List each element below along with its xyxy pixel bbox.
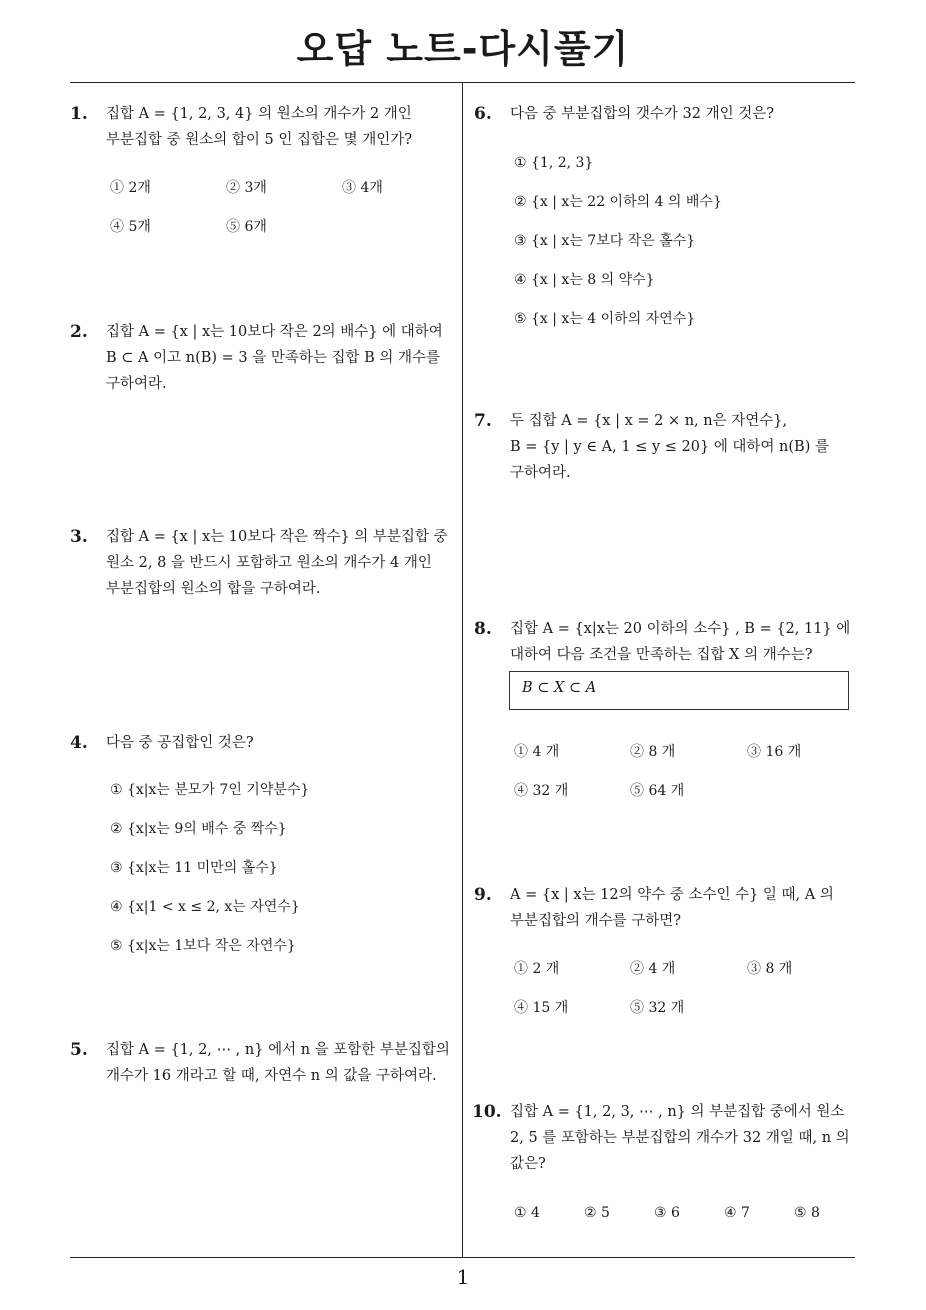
choice-3[interactable]: ③ {x|x는 11 미만의 홀수} <box>110 860 278 876</box>
question-text-line: 2, 5 를 포함하는 부분집합의 개수가 32 개일 때, n 의 <box>510 1130 850 1146</box>
choice-4[interactable]: ④ 15 개 <box>514 1000 569 1016</box>
question-number: 10. <box>472 1102 502 1122</box>
question-2 <box>70 319 456 397</box>
question-text-line: 구하여라. <box>510 465 571 481</box>
question-text-line: 집합 A = {x|x는 20 이하의 소수} , B = {2, 11} 에 <box>510 621 851 637</box>
choice-4[interactable]: ④ 7 <box>724 1205 750 1221</box>
question-8 <box>474 616 855 668</box>
question-number: 8. <box>474 619 492 639</box>
choice-5[interactable]: ⑤ {x|x는 1보다 작은 자연수} <box>110 938 296 954</box>
question-number: 9. <box>474 885 492 905</box>
question-text-line: 다음 중 공집합인 것은? <box>106 735 254 751</box>
choice-5[interactable]: ⑤ 8 <box>794 1205 820 1221</box>
choice-4[interactable]: ④ 5개 <box>110 219 151 235</box>
choice-3[interactable]: ③ {x | x는 7보다 작은 홀수} <box>514 233 696 249</box>
question-number: 5. <box>70 1040 88 1060</box>
choice-2[interactable]: ② 4 개 <box>630 961 676 977</box>
question-text-line: A = {x | x는 12의 약수 중 소수인 수} 일 때, A 의 <box>510 887 834 903</box>
question-text-line: 개수가 16 개라고 할 때, 자연수 n 의 값을 구하여라. <box>106 1068 437 1084</box>
choice-2[interactable]: ② 5 <box>584 1205 610 1221</box>
choice-4[interactable]: ④ {x|1 < x ≤ 2, x는 자연수} <box>110 899 300 915</box>
choice-1[interactable]: ① {1, 2, 3} <box>514 155 594 171</box>
question-number: 7. <box>474 411 492 431</box>
question-text-line: B = {y | y ∈ A, 1 ≤ y ≤ 20} 에 대하여 n(B) 를 <box>510 439 829 455</box>
question-9 <box>474 882 855 934</box>
choice-3[interactable]: ③ 6 <box>654 1205 680 1221</box>
question-6 <box>474 101 855 127</box>
question-number: 2. <box>70 322 88 342</box>
question-text-line: 부분집합의 원소의 합을 구하여라. <box>106 581 321 597</box>
question-number: 4. <box>70 733 88 753</box>
question-number: 3. <box>70 527 88 547</box>
question-1 <box>70 101 456 153</box>
choice-2[interactable]: ② {x|x는 9의 배수 중 짝수} <box>110 821 287 837</box>
question-7 <box>474 408 855 486</box>
question-10 <box>472 1099 860 1177</box>
footer-divider <box>70 1257 855 1258</box>
question-text-line: 원소 2, 8 을 반드시 포함하고 원소의 개수가 4 개인 <box>106 555 432 571</box>
choice-2[interactable]: ② 3개 <box>226 180 267 196</box>
choice-4[interactable]: ④ 32 개 <box>514 783 569 799</box>
question-text-line: 두 집합 A = {x | x = 2 × n, n은 자연수}, <box>510 413 788 429</box>
page-title: 오답 노트-다시풀기 <box>296 27 630 71</box>
question-text-line: 부분집합 중 원소의 합이 5 인 집합은 몇 개인가? <box>106 132 412 148</box>
column-divider <box>462 83 463 1258</box>
question-text-line: 다음 중 부분집합의 갯수가 32 개인 것은? <box>510 106 774 122</box>
choice-3[interactable]: ③ 4개 <box>342 180 383 196</box>
choice-1[interactable]: ① 2개 <box>110 180 151 196</box>
question-3 <box>70 524 456 602</box>
question-text-line: 집합 A = {x | x는 10보다 작은 짝수} 의 부분집합 중 <box>106 529 448 545</box>
choice-1[interactable]: ① 2 개 <box>514 961 560 977</box>
choice-3[interactable]: ③ 16 개 <box>747 744 802 760</box>
choice-5[interactable]: ⑤ 64 개 <box>630 783 685 799</box>
choice-3[interactable]: ③ 8 개 <box>747 961 793 977</box>
question-text-line: 집합 A = {1, 2, 3, 4} 의 원소의 개수가 2 개인 <box>106 106 412 122</box>
question-text-line: 대하여 다음 조건을 만족하는 집합 X 의 개수는? <box>510 647 813 663</box>
choice-5[interactable]: ⑤ 32 개 <box>630 1000 685 1016</box>
question-text-line: 집합 A = {1, 2, ⋯ , n} 에서 n 을 포함한 부분집합의 <box>106 1042 450 1058</box>
question-4 <box>70 730 456 756</box>
page-number: 1 <box>456 1265 470 1289</box>
choice-4[interactable]: ④ {x | x는 8 의 약수} <box>514 272 655 288</box>
choice-2[interactable]: ② {x | x는 22 이하의 4 의 배수} <box>514 194 722 210</box>
choice-1[interactable]: ① 4 개 <box>514 744 560 760</box>
choice-2[interactable]: ② 8 개 <box>630 744 676 760</box>
question-text-line: 집합 A = {x | x는 10보다 작은 2의 배수} 에 대하여 <box>106 324 443 340</box>
question-text-line: 부분집합의 개수를 구하면? <box>510 913 682 929</box>
question-number: 6. <box>474 104 492 124</box>
choice-5[interactable]: ⑤ 6개 <box>226 219 267 235</box>
choice-5[interactable]: ⑤ {x | x는 4 이하의 자연수} <box>514 311 696 327</box>
question-5 <box>70 1037 458 1089</box>
question-text-line: 구하여라. <box>106 376 167 392</box>
question-number: 1. <box>70 104 88 124</box>
question-text-line: B ⊂ A 이고 n(B) = 3 을 만족하는 집합 B 의 개수를 <box>106 350 441 366</box>
choice-1[interactable]: ① {x|x는 분모가 7인 기약분수} <box>110 782 310 798</box>
choice-1[interactable]: ① 4 <box>514 1205 540 1221</box>
question-text-line: 집합 A = {1, 2, 3, ⋯ , n} 의 부분집합 중에서 원소 <box>510 1104 845 1120</box>
question-text-line: 값은? <box>510 1156 546 1172</box>
condition-box: B ⊂ X ⊂ A <box>509 671 849 710</box>
